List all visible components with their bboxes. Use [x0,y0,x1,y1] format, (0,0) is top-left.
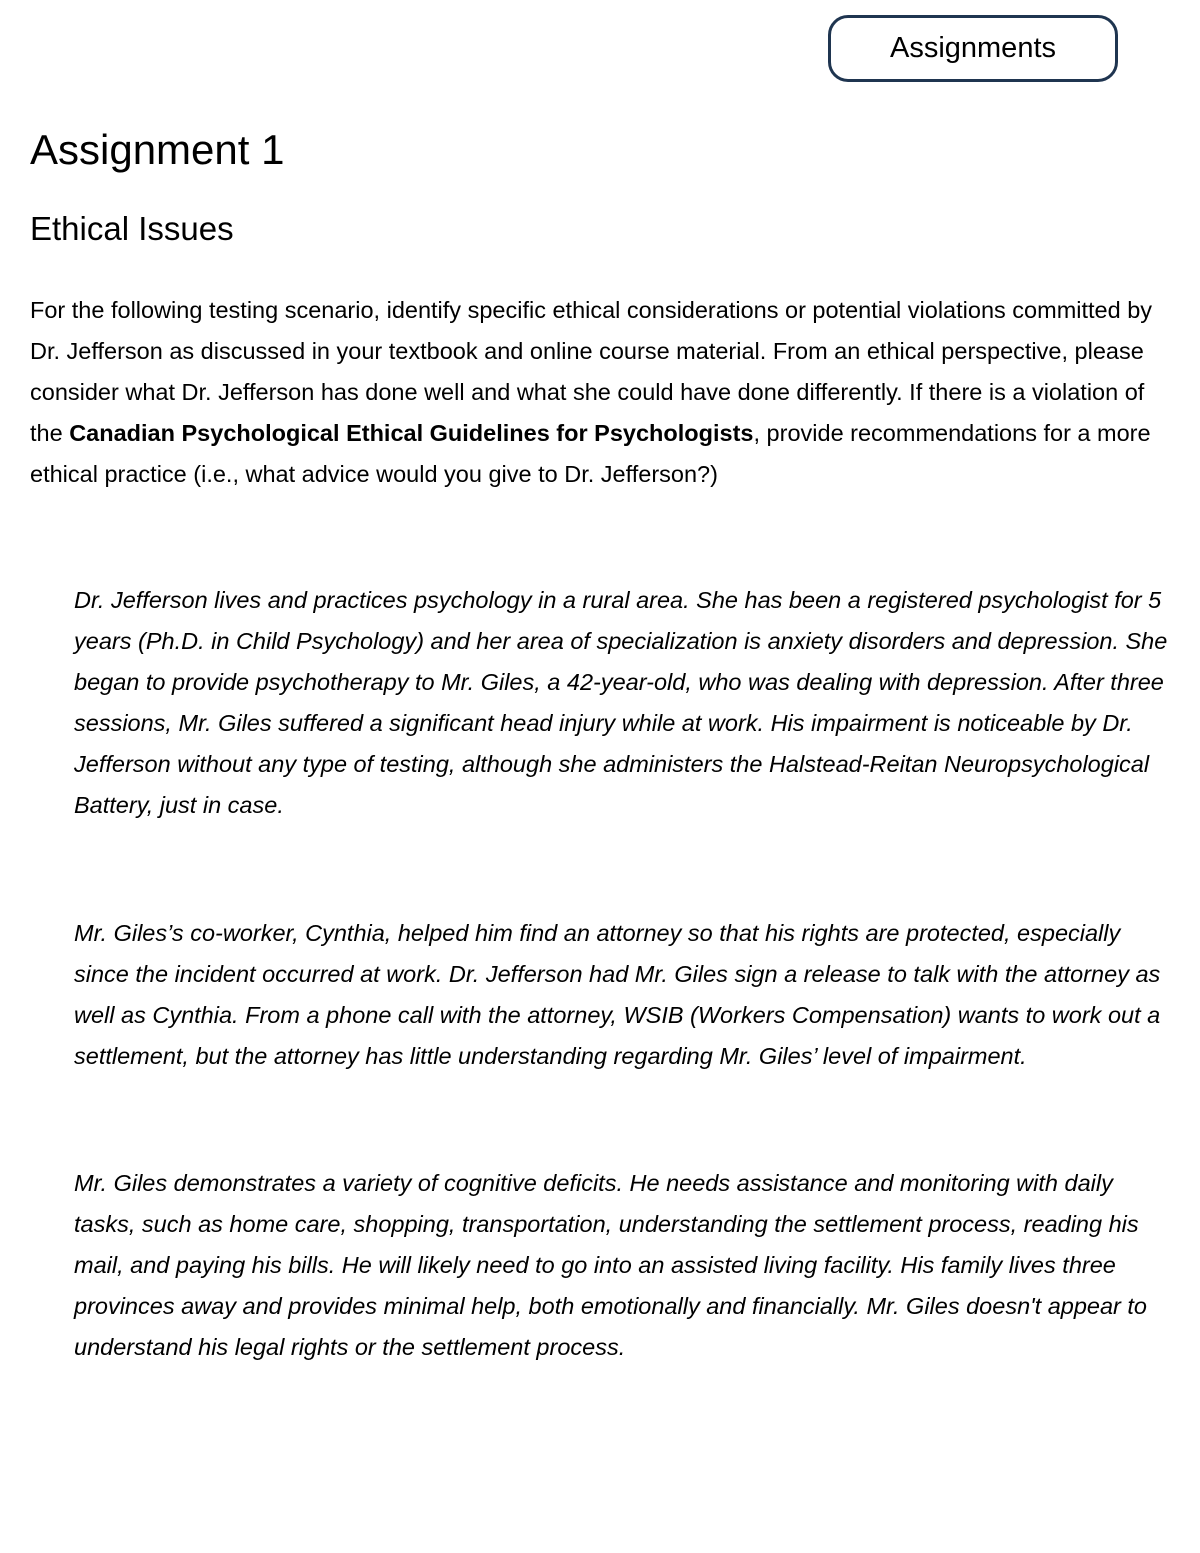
instructions-paragraph [30,290,1180,495]
assignments-button[interactable]: Assignments [828,15,1118,82]
scenario-paragraph-1: Dr. Jefferson lives and practices psychology in a rural area. She has been a registered psychologist for 5 years (Ph.D. in Child Psychology) and her area of specialization is anxiety disorders and depression. She began to provide psychotherapy to Mr. Giles, a 42-year-old, who was dealing with depression. After three sessions, Mr. Giles suffered a significant head injury while at work. His impairment is noticeable by Dr. Jefferson without any type of testing, although she administers the Halstead-Reitan Neuropsychological Battery, just in case. [74,587,1168,818]
instructions-text-after: , provide recommendations for a more ethical practice (i.e., what advice would you give to Dr. Jefferson?) [30,420,1151,487]
instructions-text-before: For the following testing scenario, identify specific ethical considerations or potential violations committed by Dr. Jefferson as discussed in your textbook and online course material. From an ethical perspective, please consider what Dr. Jefferson has done well and what she could have done differently. If there is a violation of the [30,297,1153,446]
section-title: Ethical Issues [30,210,234,247]
scenario-paragraph-2: Mr. Giles’s co-worker, Cynthia, helped him find an attorney so that his rights are protected, especially since the incident occurred at work. Dr. Jefferson had Mr. Giles sign a release to talk with the attorney as well as Cynthia. From a phone call with the attorney, WSIB (Workers Compensation) wants to work out a settlement, but the attorney has little understanding regarding Mr. Giles’ level of impairment. [74,920,1161,1069]
scenario-paragraph-3: Mr. Giles demonstrates a variety of cognitive deficits. He needs assistance and monitoring with daily tasks, such as home care, shopping, transportation, understanding the settlement process, reading his mail, and paying his bills. He will likely need to go into an assisted living facility. His family lives three provinces away and provides minimal help, both emotionally and financially. Mr. Giles doesn't appear to understand his legal rights or the settlement process. [74,1170,1147,1360]
page-title: Assignment 1 [30,126,285,173]
guidelines-reference: Canadian Psychological Ethical Guidelines for Psychologists [69,420,754,446]
